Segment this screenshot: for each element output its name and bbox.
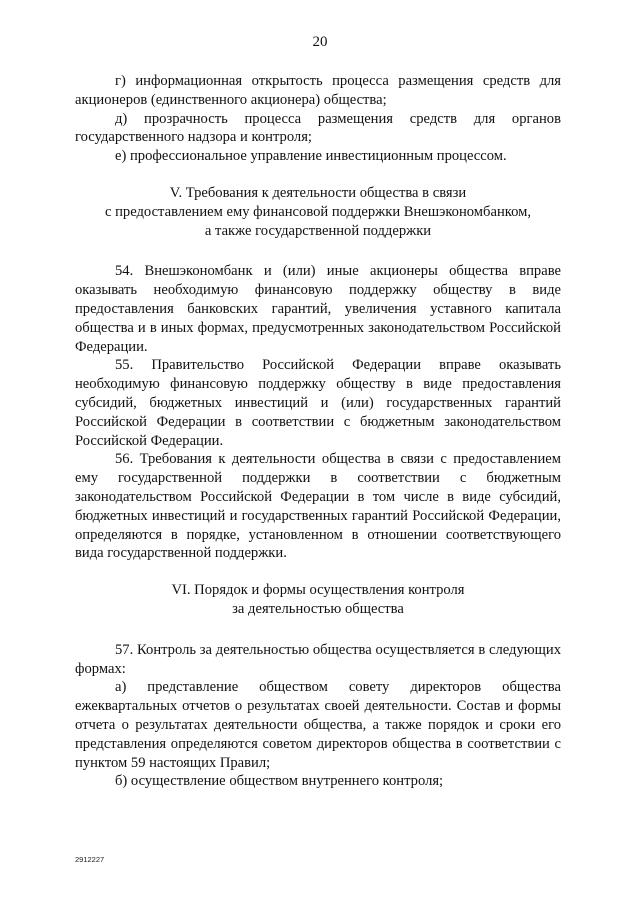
- section-5-title-line-1: V. Требования к деятельности общества в связи: [169, 184, 467, 201]
- section-6-heading: [75, 581, 561, 619]
- list-item-d: д) прозрачность процесса размещения средств для органов государственного надзора и контроля;: [75, 110, 561, 146]
- section-6-body: [75, 641, 561, 791]
- section-5-body: [75, 262, 561, 563]
- list-item-e: е) профессиональное управление инвестиционным процессом.: [115, 148, 507, 165]
- section-5-heading: [75, 184, 561, 240]
- paragraph-57: 57. Контроль за деятельностью общества осуществляется в следующих формах:: [75, 641, 561, 677]
- document-code: 2912227: [75, 855, 105, 864]
- section-5-title-line-3: а также государственной поддержки: [204, 222, 432, 239]
- paragraph-54: 54. Внешэкономбанк и (или) иные акционеры общества вправе оказывать необходимую финансовую поддержку обществу в виде предоставления банковских гарантий, увеличения уставного капитала общества и в иных формах, предусмотренных законодательством Российской Федерации.: [75, 263, 561, 355]
- section-6-title-line-1: VI. Порядок и формы осуществления контроля: [171, 582, 465, 599]
- list-item-g: г) информационная открытость процесса размещения средств для акционеров (единственного акционера) общества;: [75, 73, 561, 108]
- paragraph-55: 55. Правительство Российской Федерации вправе оказывать необходимую финансовую поддержку обществу в виде предоставления субсидий, бюджетных инвестиций и (или) государственных гарантий Российской Федерации в соответствии с бюджетным законодательством Российской Федерации.: [75, 357, 561, 449]
- document-body: [75, 72, 561, 791]
- page-number: 20: [312, 34, 328, 50]
- list-item-a: а) представление обществом совету директоров общества ежеквартальных отчетов о результатах своей деятельности. Состав и формы отчета о результатах деятельности общества, а также порядок и сроки его представления определяются советом директоров общества в соответствии с пунктом 59 настоящих Правил;: [75, 679, 561, 771]
- list-item-b: б) осуществление обществом внутреннего контроля;: [115, 773, 444, 790]
- section-6-title-line-2: за деятельностью общества: [232, 600, 404, 617]
- section-5-title-line-2: с предоставлением ему финансовой поддержки Внешэкономбанком,: [104, 203, 532, 220]
- paragraph-56: 56. Требования к деятельности общества в связи с предоставлением ему государственной поддержки в соответствии с бюджетным законодательством Российской Федерации в том числе в виде субсидий, бюджетных инвестиций и государственных гарантий Российской Федерации, определяются в порядке, установленном в отношении соответствующего вида государственной поддержки.: [75, 451, 561, 562]
